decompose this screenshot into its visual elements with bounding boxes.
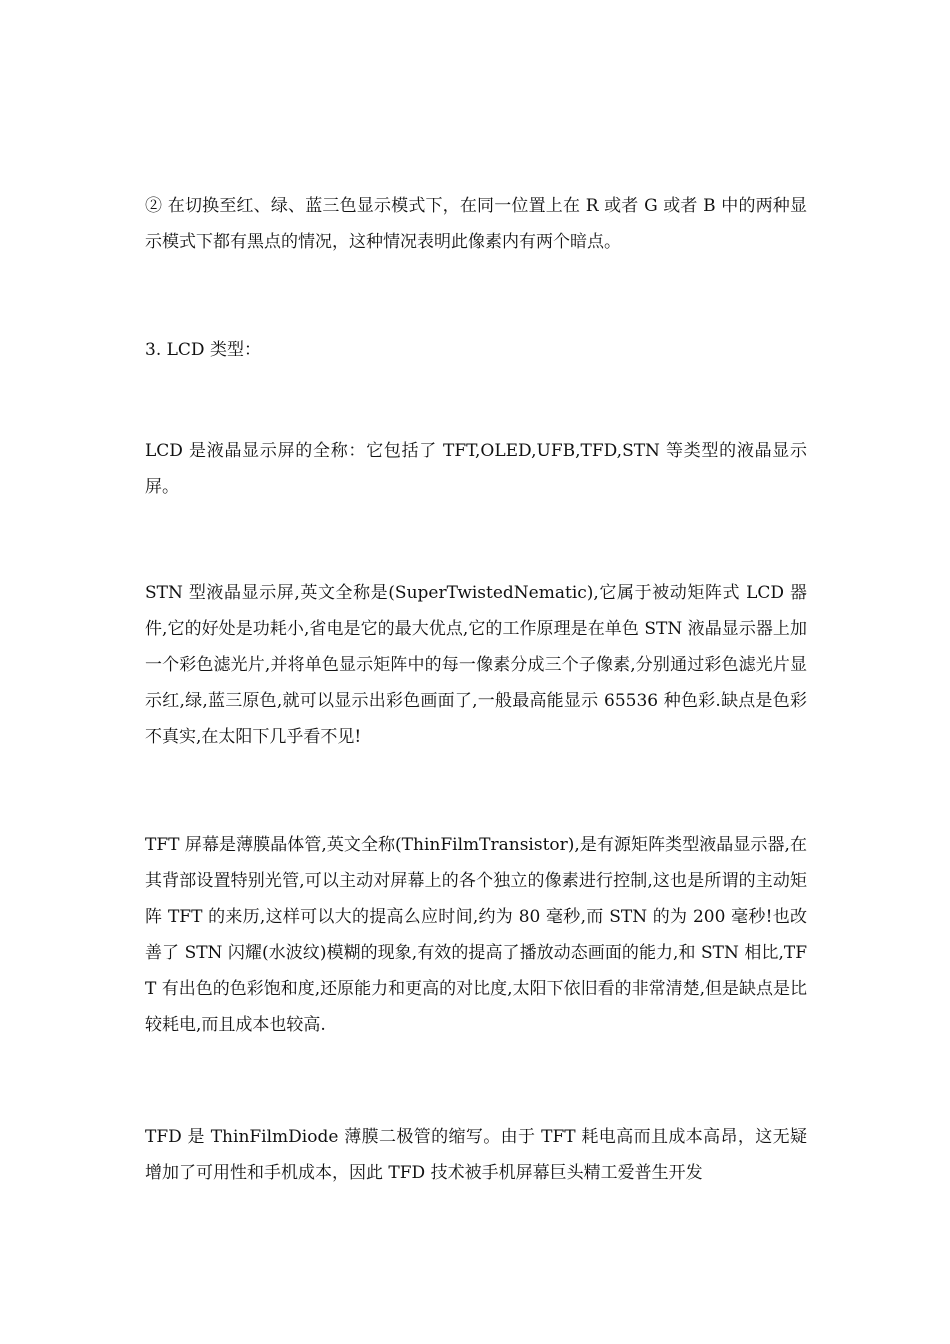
paragraph-stn: STN 型液晶显示屏,英文全称是(SuperTwistedNematic),它属于被动矩阵式 LCD 器件,它的好处是功耗小,省电是它的最大优点,它的工作原理是在单色 STN 液晶显示器上加一个彩色滤光片,并将单色显示矩阵中的每一像素分成三个子像素,分别通过彩色滤光片显示红,绿,蓝三原色,就可以显示出彩色画面了,一般最高能显示 65536 种色彩.缺点是色彩不真实,在太阳下几乎看不见!: [145, 583, 807, 747]
paragraph-tfd: TFD 是 ThinFilmDiode 薄膜二极管的缩写。由于 TFT 耗电高而且成本高昂，这无疑增加了可用性和手机成本，因此 TFD 技术被手机屏幕巨头精工爱普生开发: [145, 1127, 807, 1183]
paragraph-lcd-definition: LCD 是液晶显示屏的全称：它包括了 TFT,OLED,UFB,TFD,STN 等类型的液晶显示屏。: [145, 441, 807, 497]
paragraph-tft: TFT 屏幕是薄膜晶体管,英文全称(ThinFilmTransistor),是有源矩阵类型液晶显示器,在其背部设置特别光管,可以主动对屏幕上的各个独立的像素进行控制,这也是所谓的主动矩阵 TFT 的来历,这样可以大的提高么应时间,约为 80 毫秒,而 STN 的为 200 毫秒!也改善了 STN 闪耀(水波纹)模糊的现象,有效的提高了播放动态画面的能力,和 STN 相比,TFT 有出色的色彩饱和度,还原能力和更高的对比度,太阳下依旧看的非常清楚,但是缺点是比较耗电,而且成本也较高.: [145, 835, 807, 1035]
section-heading-lcd-types: 3. LCD 类型：: [145, 340, 261, 360]
paragraph-dark-dot-explanation: ② 在切换至红、绿、蓝三色显示模式下，在同一位置上在 R 或者 G 或者 B 中的两种显示模式下都有黑点的情况，这种情况表明此像素内有两个暗点。: [145, 196, 807, 252]
